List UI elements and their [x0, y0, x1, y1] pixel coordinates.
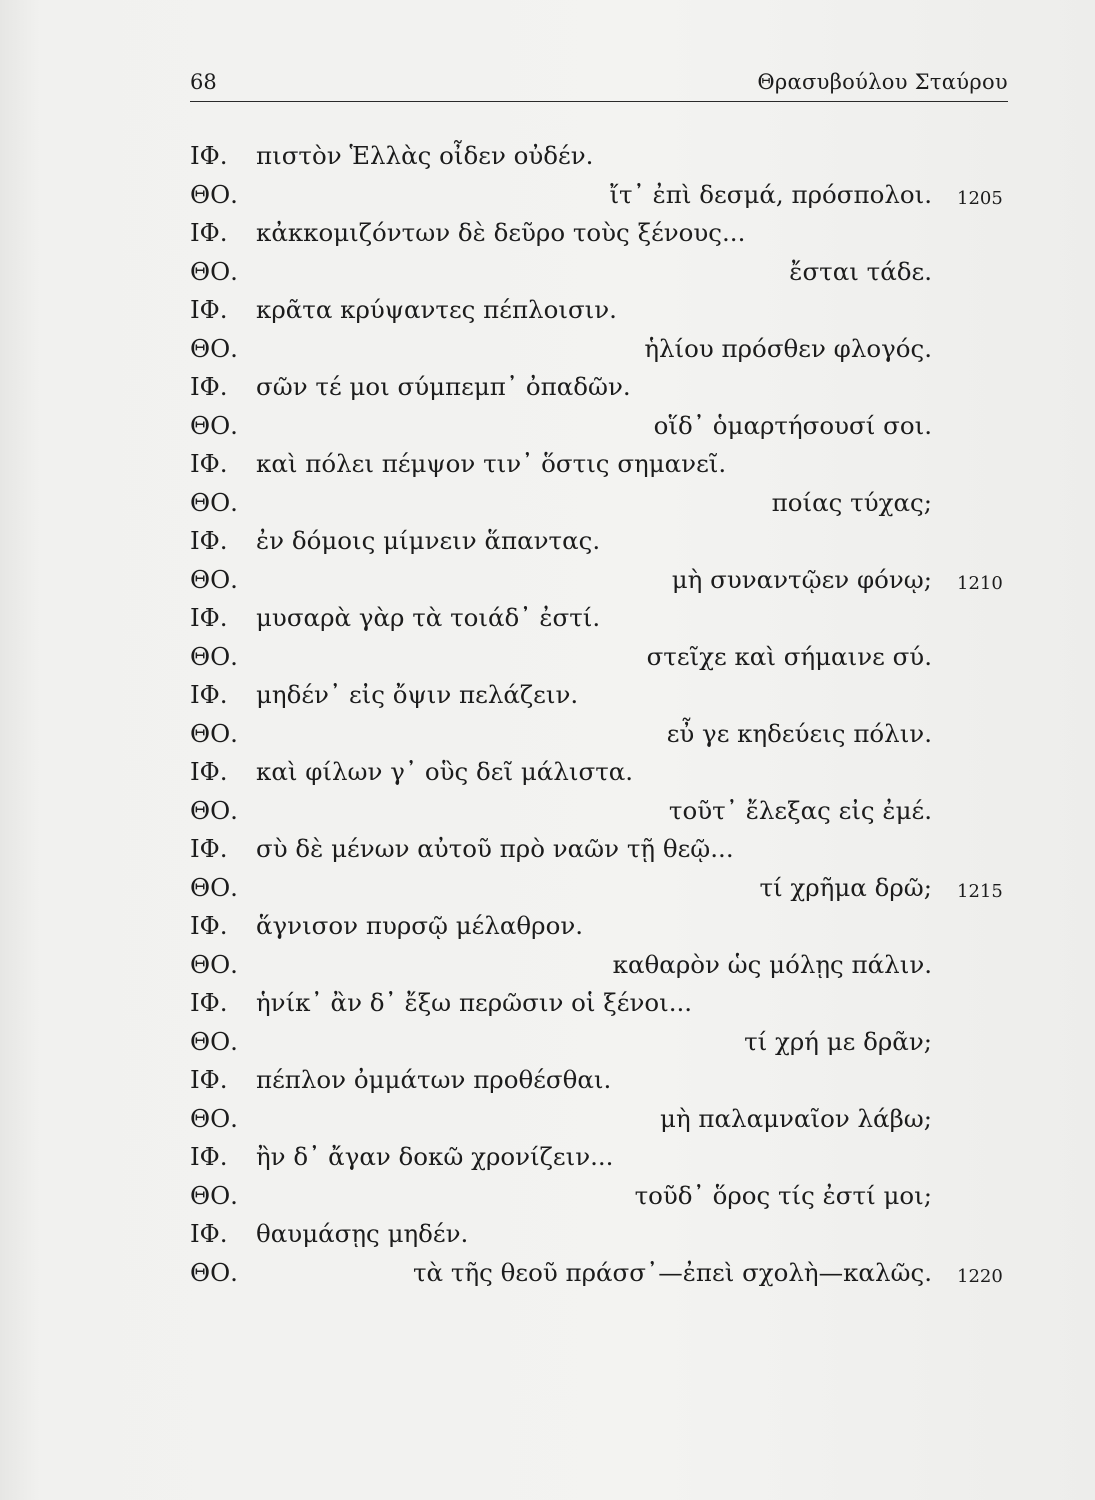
dialogue-line	[190, 796, 1020, 835]
dialogue-line	[190, 1219, 1020, 1258]
speaker-label: ΙΦ.	[190, 449, 228, 478]
dialogue-line	[190, 950, 1020, 989]
speaker-label: ΙΦ.	[190, 757, 228, 786]
verse-text: τί χρῆμα δρῶ;	[759, 872, 932, 902]
verse-text: ἔσται τάδε.	[789, 256, 932, 286]
dialogue-line	[190, 642, 1020, 681]
speaker-label: ΙΦ.	[190, 988, 228, 1017]
speaker-label: ΘΟ.	[190, 410, 238, 440]
dialogue-line	[190, 218, 1020, 257]
speaker-label: ΙΦ.	[190, 1219, 228, 1248]
verse-text: ἅγνισον πυρσῷ μέλαθρον.	[256, 911, 584, 940]
dialogue-line	[190, 180, 1020, 219]
speaker-label: ΘΟ.	[190, 487, 238, 517]
dialogue-line	[190, 680, 1020, 719]
verse-text: μηδέν᾽ εἰς ὄψιν πελάζειν.	[256, 680, 579, 709]
verse-text: τὰ τῆς θεοῦ πράσσ᾽—ἐπεὶ σχολὴ—καλῶς.	[413, 1257, 932, 1287]
speaker-label: ΙΦ.	[190, 141, 228, 170]
dialogue-line	[190, 488, 1020, 527]
dialogue-line	[190, 834, 1020, 873]
dialogue-line	[190, 719, 1020, 758]
speaker-label: ΘΟ.	[190, 564, 238, 594]
speaker-label: ΙΦ.	[190, 1142, 228, 1171]
speaker-label: ΘΟ.	[190, 641, 238, 671]
running-head: Θρασυβούλου Σταύρου	[757, 70, 1008, 94]
speaker-label: ΘΟ.	[190, 333, 238, 363]
verse-text: μὴ συναντῷεν φόνῳ;	[671, 564, 932, 594]
dialogue-line	[190, 334, 1020, 373]
dialogue-line	[190, 1181, 1020, 1220]
verse-text: εὖ γε κηδεύεις πόλιν.	[666, 718, 932, 748]
speaker-label: ΘΟ.	[190, 179, 238, 209]
dialogue-line	[190, 1027, 1020, 1066]
speaker-label: ΘΟ.	[190, 1257, 238, 1287]
dialogue-line	[190, 372, 1020, 411]
verse-text: σὺ δὲ μένων αὐτοῦ πρὸ ναῶν τῇ θεῷ...	[256, 834, 734, 863]
dialogue-line	[190, 757, 1020, 796]
speaker-label: ΙΦ.	[190, 911, 228, 940]
verse-text: τοῦτ᾽ ἔλεξας εἰς ἐμέ.	[668, 795, 932, 825]
speaker-label: ΘΟ.	[190, 1180, 238, 1210]
speaker-label: ΙΦ.	[190, 603, 228, 632]
verse-text: τί χρή με δρᾶν;	[744, 1026, 932, 1056]
speaker-label: ΘΟ.	[190, 718, 238, 748]
line-number: 1205	[957, 187, 1003, 209]
verse-text: κἀκκομιζόντων δὲ δεῦρο τοὺς ξένους...	[256, 218, 746, 247]
dialogue-lines	[190, 141, 1020, 1296]
speaker-label: ΙΦ.	[190, 834, 228, 863]
verse-text: ἐν δόμοις μίμνειν ἅπαντας.	[256, 526, 601, 555]
dialogue-line	[190, 526, 1020, 565]
line-number: 1210	[957, 572, 1003, 594]
verse-text: ἡλίου πρόσθεν φλογός.	[644, 333, 932, 363]
dialogue-line	[190, 1104, 1020, 1143]
dialogue-line	[190, 911, 1020, 950]
dialogue-line	[190, 873, 1020, 912]
speaker-label: ΘΟ.	[190, 1026, 238, 1056]
verse-text: ποίας τύχας;	[771, 487, 932, 517]
verse-text: μυσαρὰ γὰρ τὰ τοιάδ᾽ ἐστί.	[256, 603, 601, 632]
speaker-label: ΘΟ.	[190, 872, 238, 902]
verse-text: τοῦδ᾽ ὅρος τίς ἐστί μοι;	[634, 1180, 932, 1210]
speaker-label: ΙΦ.	[190, 218, 228, 247]
speaker-label: ΘΟ.	[190, 949, 238, 979]
verse-text: σῶν τέ μοι σύμπεμπ᾽ ὀπαδῶν.	[256, 372, 631, 401]
speaker-label: ΙΦ.	[190, 372, 228, 401]
dialogue-line	[190, 1258, 1020, 1297]
dialogue-line	[190, 295, 1020, 334]
speaker-label: ΙΦ.	[190, 1065, 228, 1094]
speaker-label: ΙΦ.	[190, 295, 228, 324]
speaker-label: ΙΦ.	[190, 680, 228, 709]
verse-text: ἡνίκ᾽ ἂν δ᾽ ἔξω περῶσιν οἱ ξένοι...	[256, 988, 693, 1017]
speaker-label: ΘΟ.	[190, 795, 238, 825]
verse-text: οἵδ᾽ ὁμαρτήσουσί σοι.	[653, 410, 932, 440]
verse-text: καθαρὸν ὡς μόλῃς πάλιν.	[612, 949, 932, 979]
dialogue-line	[190, 1065, 1020, 1104]
page-number: 68	[190, 70, 217, 94]
verse-text: καὶ φίλων γ᾽ οὓς δεῖ μάλιστα.	[256, 757, 634, 786]
dialogue-line	[190, 257, 1020, 296]
dialogue-line	[190, 141, 1020, 180]
page-header	[190, 70, 1008, 102]
verse-text: ἢν δ᾽ ἄγαν δοκῶ χρονίζειν...	[256, 1142, 614, 1171]
verse-text: στεῖχε καὶ σήμαινε σύ.	[646, 641, 932, 671]
verse-text: πιστὸν Ἑλλὰς οἶδεν οὐδέν.	[256, 141, 594, 170]
speaker-label: ΙΦ.	[190, 526, 228, 555]
line-number: 1215	[957, 880, 1003, 902]
verse-text: θαυμάσῃς μηδέν.	[256, 1219, 469, 1248]
verse-text: καὶ πόλει πέμψον τιν᾽ ὅστις σημανεῖ.	[256, 449, 727, 478]
dialogue-line	[190, 565, 1020, 604]
verse-text: κρᾶτα κρύψαντες πέπλοισιν.	[256, 295, 617, 324]
dialogue-line	[190, 449, 1020, 488]
verse-text: ἴτ᾽ ἐπὶ δεσμά, πρόσπολοι.	[609, 179, 932, 209]
dialogue-line	[190, 988, 1020, 1027]
header-rule	[190, 101, 1008, 102]
dialogue-line	[190, 1142, 1020, 1181]
dialogue-line	[190, 411, 1020, 450]
dialogue-line	[190, 603, 1020, 642]
line-number: 1220	[957, 1265, 1003, 1287]
speaker-label: ΘΟ.	[190, 1103, 238, 1133]
verse-text: μὴ παλαμναῖον λάβω;	[660, 1103, 932, 1133]
speaker-label: ΘΟ.	[190, 256, 238, 286]
verse-text: πέπλον ὀμμάτων προθέσθαι.	[256, 1065, 612, 1094]
